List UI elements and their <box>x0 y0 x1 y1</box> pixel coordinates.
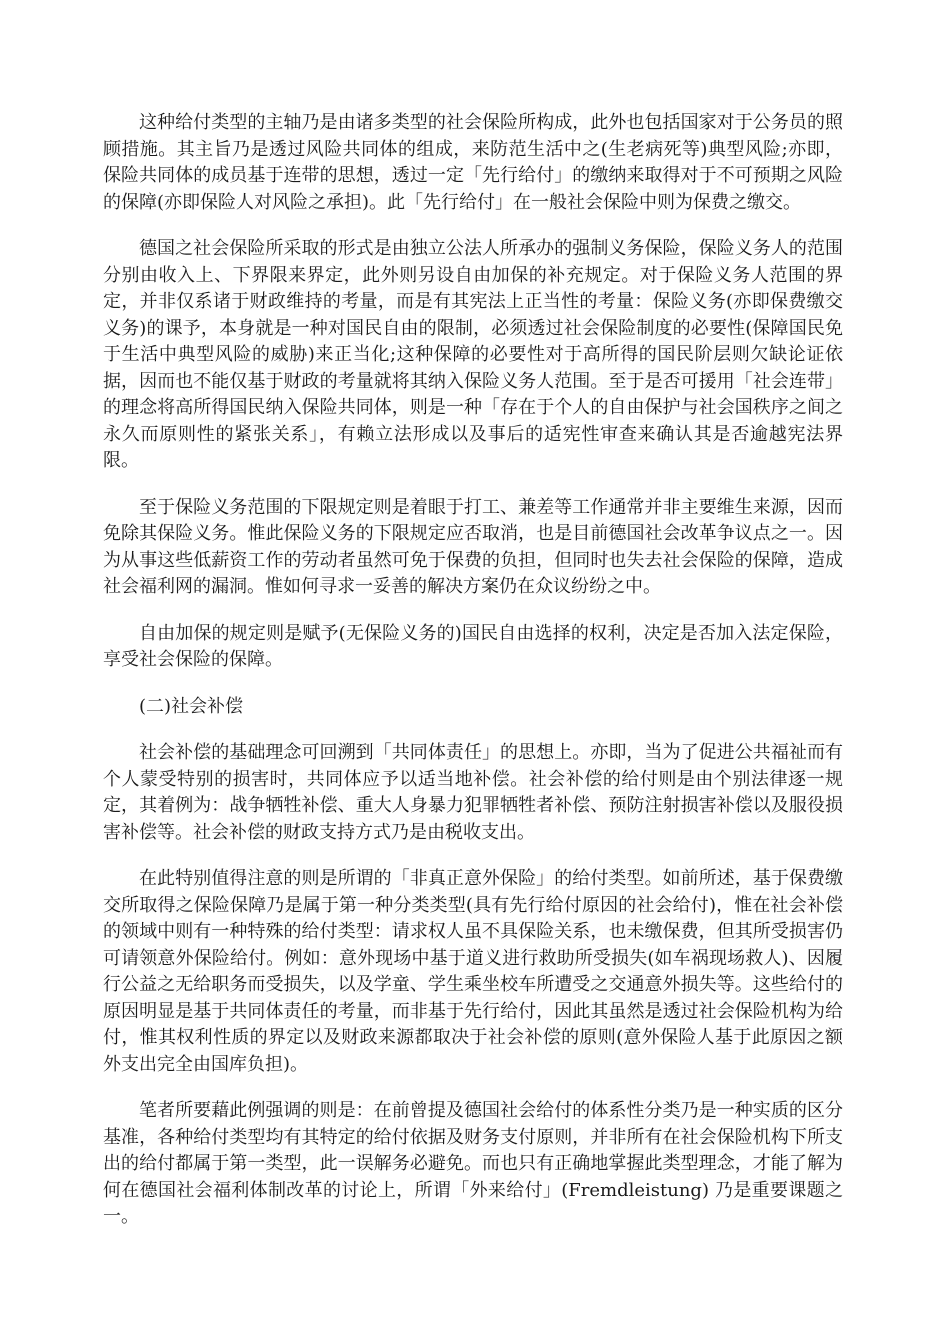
paragraph-voluntary-insurance: 自由加保的规定则是赋予(无保险义务的)国民自由选择的权利，决定是否加入法定保险，享受社会保险的保障。 <box>103 622 843 670</box>
paragraph-german-social-insurance: 德国之社会保险所采取的形式是由独立公法人所承办的强制义务保险，保险义务人的范围分别由收入上、下界限来界定，此外则另设自由加保的补充规定。对于保险义务人范围的界定，并非仅系诸于财政维持的考量，而是有其宪法上正当性的考量：保险义务(亦即保费缴交义务)的课予，本身就是一种对国民自由的限制，必须透过社会保险制度的必要性(保障国民免于生活中典型风险的威胁)来正当化;这种保障的必要性对于高所得的国民阶层则欠缺论证依据，因而也不能仅基于财政的考量就将其纳入保险义务人范围。至于是否可援用「社会连带」的理念将高所得国民纳入保险共同体，则是一种「存在于个人的自由保护与社会国秩序之间之永久而原则性的紧张关系」，有赖立法形成以及事后的适宪性审查来确认其是否逾越宪法界限。 <box>103 238 843 471</box>
paragraph-non-genuine-accident-insurance: 在此特别值得注意的则是所谓的「非真正意外保险」的给付类型。如前所述，基于保费缴交所取得之保险保障乃是属于第一种分类类型(具有先行给付原因的社会给付)，惟在社会补偿的领域中则有一种特殊的给付类型：请求权人虽不具保险关系，也未缴保费，但其所受损害仍可请领意外保险给付。例如：意外现场中基于道义进行救助所受损失(如车祸现场救人)、因履行公益之无给职务而受损失，以及学童、学生乘坐校车所遭受之交通意外损失等。这些给付的原因明显是基于共同体责任的考量，而非基于先行给付，因此其虽然是透过社会保险机构为给付，惟其权利性质的界定以及财政来源都取决于社会补偿的原则(意外保险人基于此原因之额外支出完全由国库负担)。 <box>103 868 843 1075</box>
paragraph-insurance-axis: 这种给付类型的主轴乃是由诸多类型的社会保险所构成，此外也包括国家对于公务员的照顾措施。其主旨乃是透过风险共同体的组成，来防范生活中之(生老病死等)典型风险;亦即，保险共同体的成员基于连带的思想，透过一定「先行给付」的缴纳来取得对于不可预期之风险的保障(亦即保险人对风险之承担)。此「先行给付」在一般社会保险中则为保费之缴交。 <box>103 112 843 213</box>
document-body <box>103 110 843 1251</box>
section-heading-social-compensation: (二)社会补偿 <box>139 695 244 717</box>
paragraph-lower-limit: 至于保险义务范围的下限规定则是着眼于打工、兼差等工作通常并非主要维生来源，因而免除其保险义务。惟此保险义务的下限规定应否取消，也是目前德国社会改革争议点之一。因为从事这些低薪资工作的劳动者虽然可免于保费的负担，但同时也失去社会保险的保障，造成社会福利网的漏洞。惟如何寻求一妥善的解决方案仍在众议纷纷之中。 <box>103 496 843 597</box>
paragraph-community-responsibility: 社会补偿的基础理念可回溯到「共同体责任」的思想上。亦即，当为了促进公共福祉而有个人蒙受特别的损害时，共同体应予以适当地补偿。社会补偿的给付则是由个别法律逐一规定，其着例为：战争牺牲补偿、重大人身暴力犯罪牺牲者补偿、预防注射损害补偿以及服役损害补偿等。社会补偿的财政支持方式乃是由税收支出。 <box>103 742 843 843</box>
paragraph-author-emphasis: 笔者所要藉此例强调的则是：在前曾提及德国社会给付的体系性分类乃是一种实质的区分基准，各种给付类型均有其特定的给付依据及财务支付原则，并非所有在社会保险机构下所支出的给付都属于第一类型，此一误解务必避免。而也只有正确地掌握此类型理念，才能了解为何在德国社会福利体制改革的讨论上，所谓「外来给付」(Fremdleistung) 乃是重要课题之一。 <box>103 1100 843 1227</box>
